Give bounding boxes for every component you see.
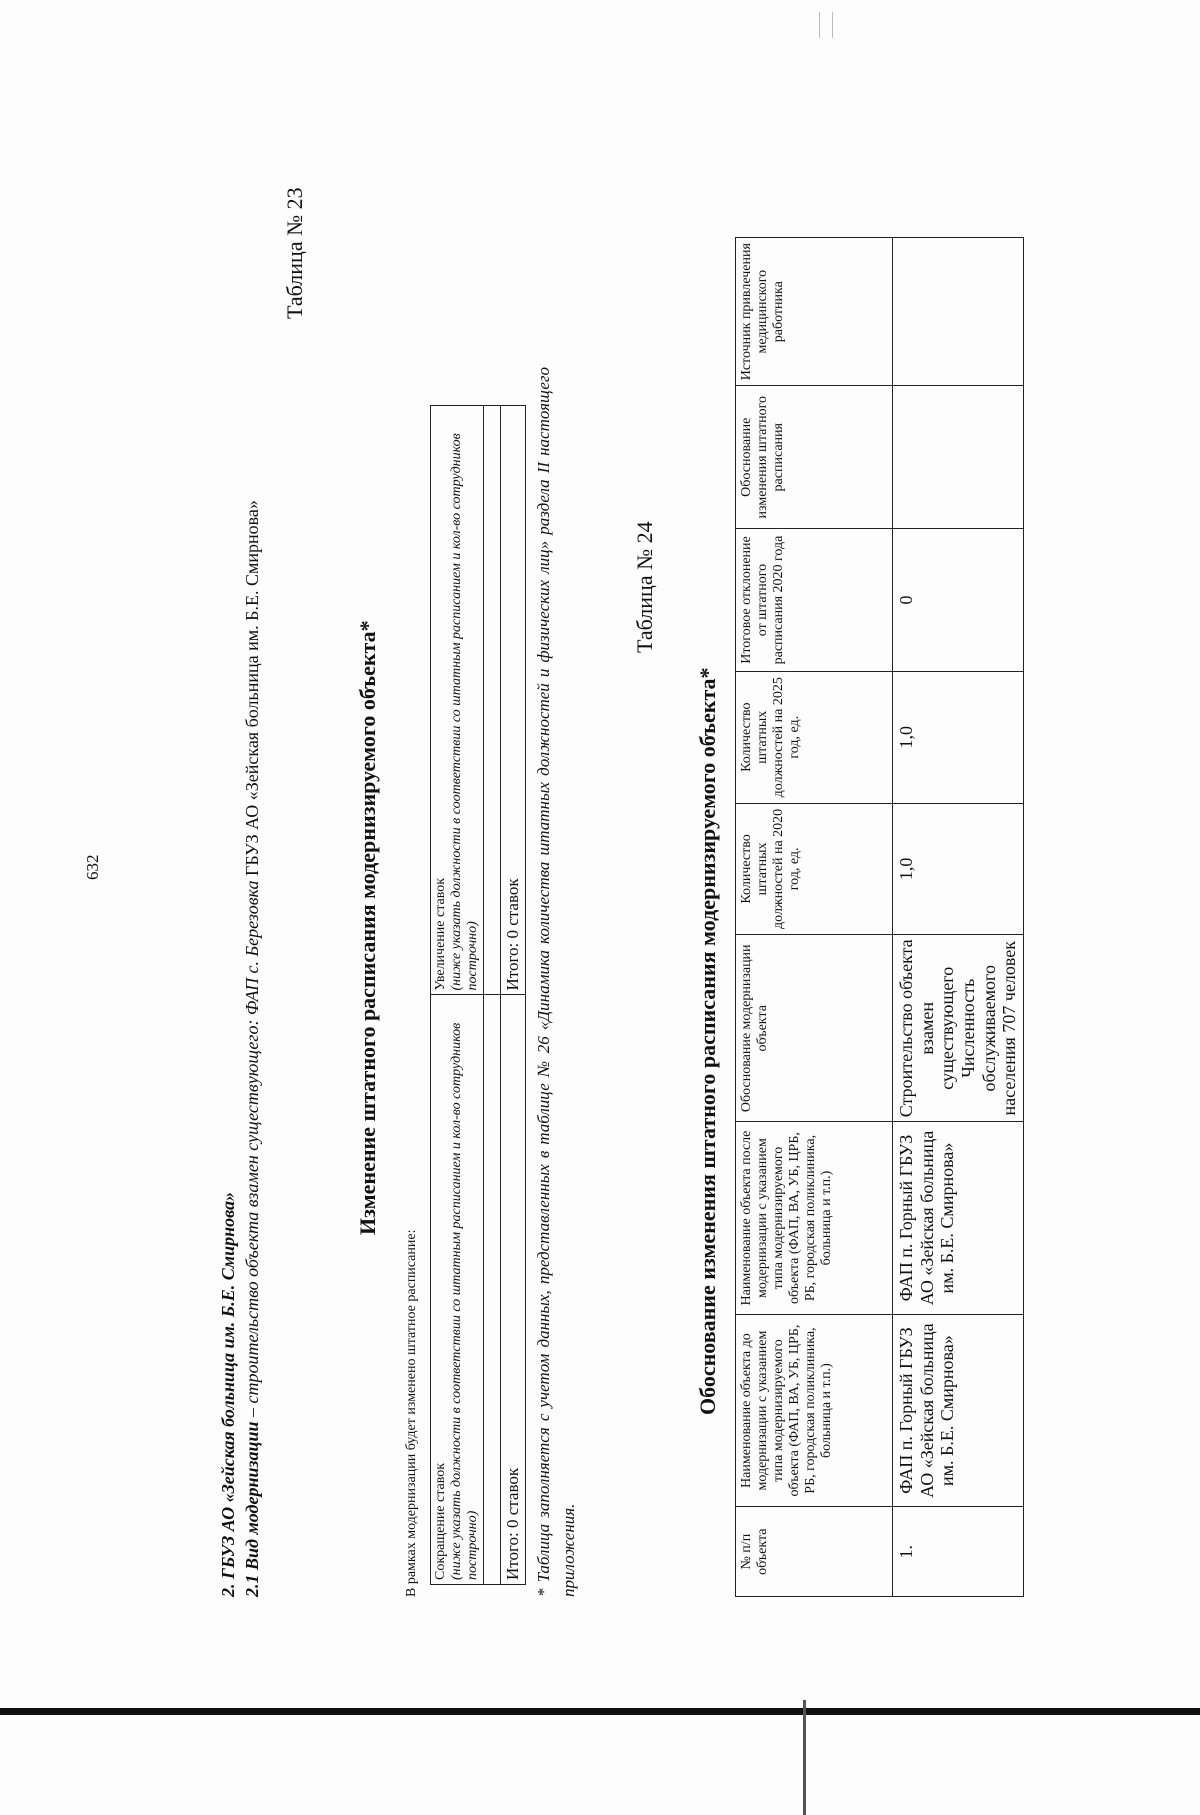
row-deviation: 0 [893, 529, 1024, 672]
table-23-intro: В рамках модернизации будет изменено штатное расписание: [404, 1229, 419, 1597]
row-change-reason [893, 386, 1024, 529]
row-source [893, 238, 1024, 386]
increase-empty-cell [484, 406, 501, 996]
header-deviation: Итоговое отклонение от штатного расписания 2020 года [736, 529, 893, 672]
header-object-before: Наименование объекта до модернизации с указанием типа модернизируемого объекта (ФАП, ВА, УБ, ЦРБ, РБ, городская поликлиника, больница и т.п.) [736, 1314, 893, 1507]
reduction-note: (ниже указать должности в соответствии со штатным расписанием и кол-во сотрудников построчно) [449, 1022, 481, 1580]
table-24-heading: Обоснование изменения штатного расписания модернизируемого объекта* [695, 667, 720, 1415]
increase-title: Увеличение ставок [433, 877, 448, 991]
header-object-after: Наименование объекта после модернизации с указанием типа модернизируемого объекта (ФАП, ВА, УБ, ЦРБ, РБ, городская поликлиника, больница и т.п.) [736, 1122, 893, 1315]
increase-total: Итого: 0 ставок [501, 406, 526, 996]
increase-header-cell [431, 406, 484, 996]
increase-note: (ниже указать должности в соответствии со штатным расписанием и кол-во сотрудников построчно) [449, 433, 481, 991]
row-staff-2025: 1,0 [893, 671, 1024, 803]
row-object-after: ФАП п. Горный ГБУЗ АО «Зейская больница им. Б.Е. Смирнова» [893, 1122, 1024, 1315]
reduction-title: Сокращение ставок [433, 1462, 448, 1580]
page-number: 632 [83, 854, 102, 880]
table-23-label: Таблица № 23 [282, 187, 307, 319]
header-number: № п/п объекта [736, 1507, 893, 1597]
reduction-total: Итого: 0 ставок [501, 995, 526, 1585]
modernization-type [242, 500, 263, 1597]
header-change-reason: Обоснование изменения штатного расписания [736, 386, 893, 529]
table-23-footnote: * Таблица заполняется с учетом данных, представленных в таблице № 26 «Динамика количества штатных должностей и физических лиц» раздела II настоящего приложения. [534, 367, 578, 1597]
reduction-header-cell [431, 995, 484, 1585]
table-23-heading: Изменение штатного расписания модернизируемого объекта* [355, 620, 380, 1235]
table-24-label: Таблица № 24 [632, 521, 657, 653]
header-source: Источник привлечения медицинского работника [736, 238, 893, 386]
header-staff-2025: Количество штатных должностей на 2025 год, ед. [736, 671, 893, 803]
staff-change-table [430, 405, 526, 1585]
modernization-lead: 2.1 Вид модернизации [242, 1421, 262, 1597]
modernization-organization: ГБУЗ АО «Зейская больница им. Б.Е. Смирнова» [242, 500, 262, 877]
reduction-empty-cell [484, 995, 501, 1585]
staff-justification-table [735, 237, 1024, 1597]
row-justification: Строительство объекта взамен существующего Численность обслуживаемого населения 707 человек [893, 935, 1024, 1122]
row-staff-2020: 1,0 [893, 803, 1024, 935]
modernization-description: – строительство объекта взамен существующего: ФАП с. Березовка [242, 876, 262, 1422]
row-number: 1. [893, 1507, 1024, 1597]
section-org-title: 2. ГБУЗ АО «Зейская больница им. Б.Е. Смирнова» [218, 1192, 238, 1597]
header-justification: Обоснование модернизации объекта [736, 935, 893, 1122]
header-staff-2020: Количество штатных должностей на 2020 год, ед. [736, 803, 893, 935]
row-object-before: ФАП п. Горный ГБУЗ АО «Зейская больница им. Б.Е. Смирнова» [893, 1314, 1024, 1507]
